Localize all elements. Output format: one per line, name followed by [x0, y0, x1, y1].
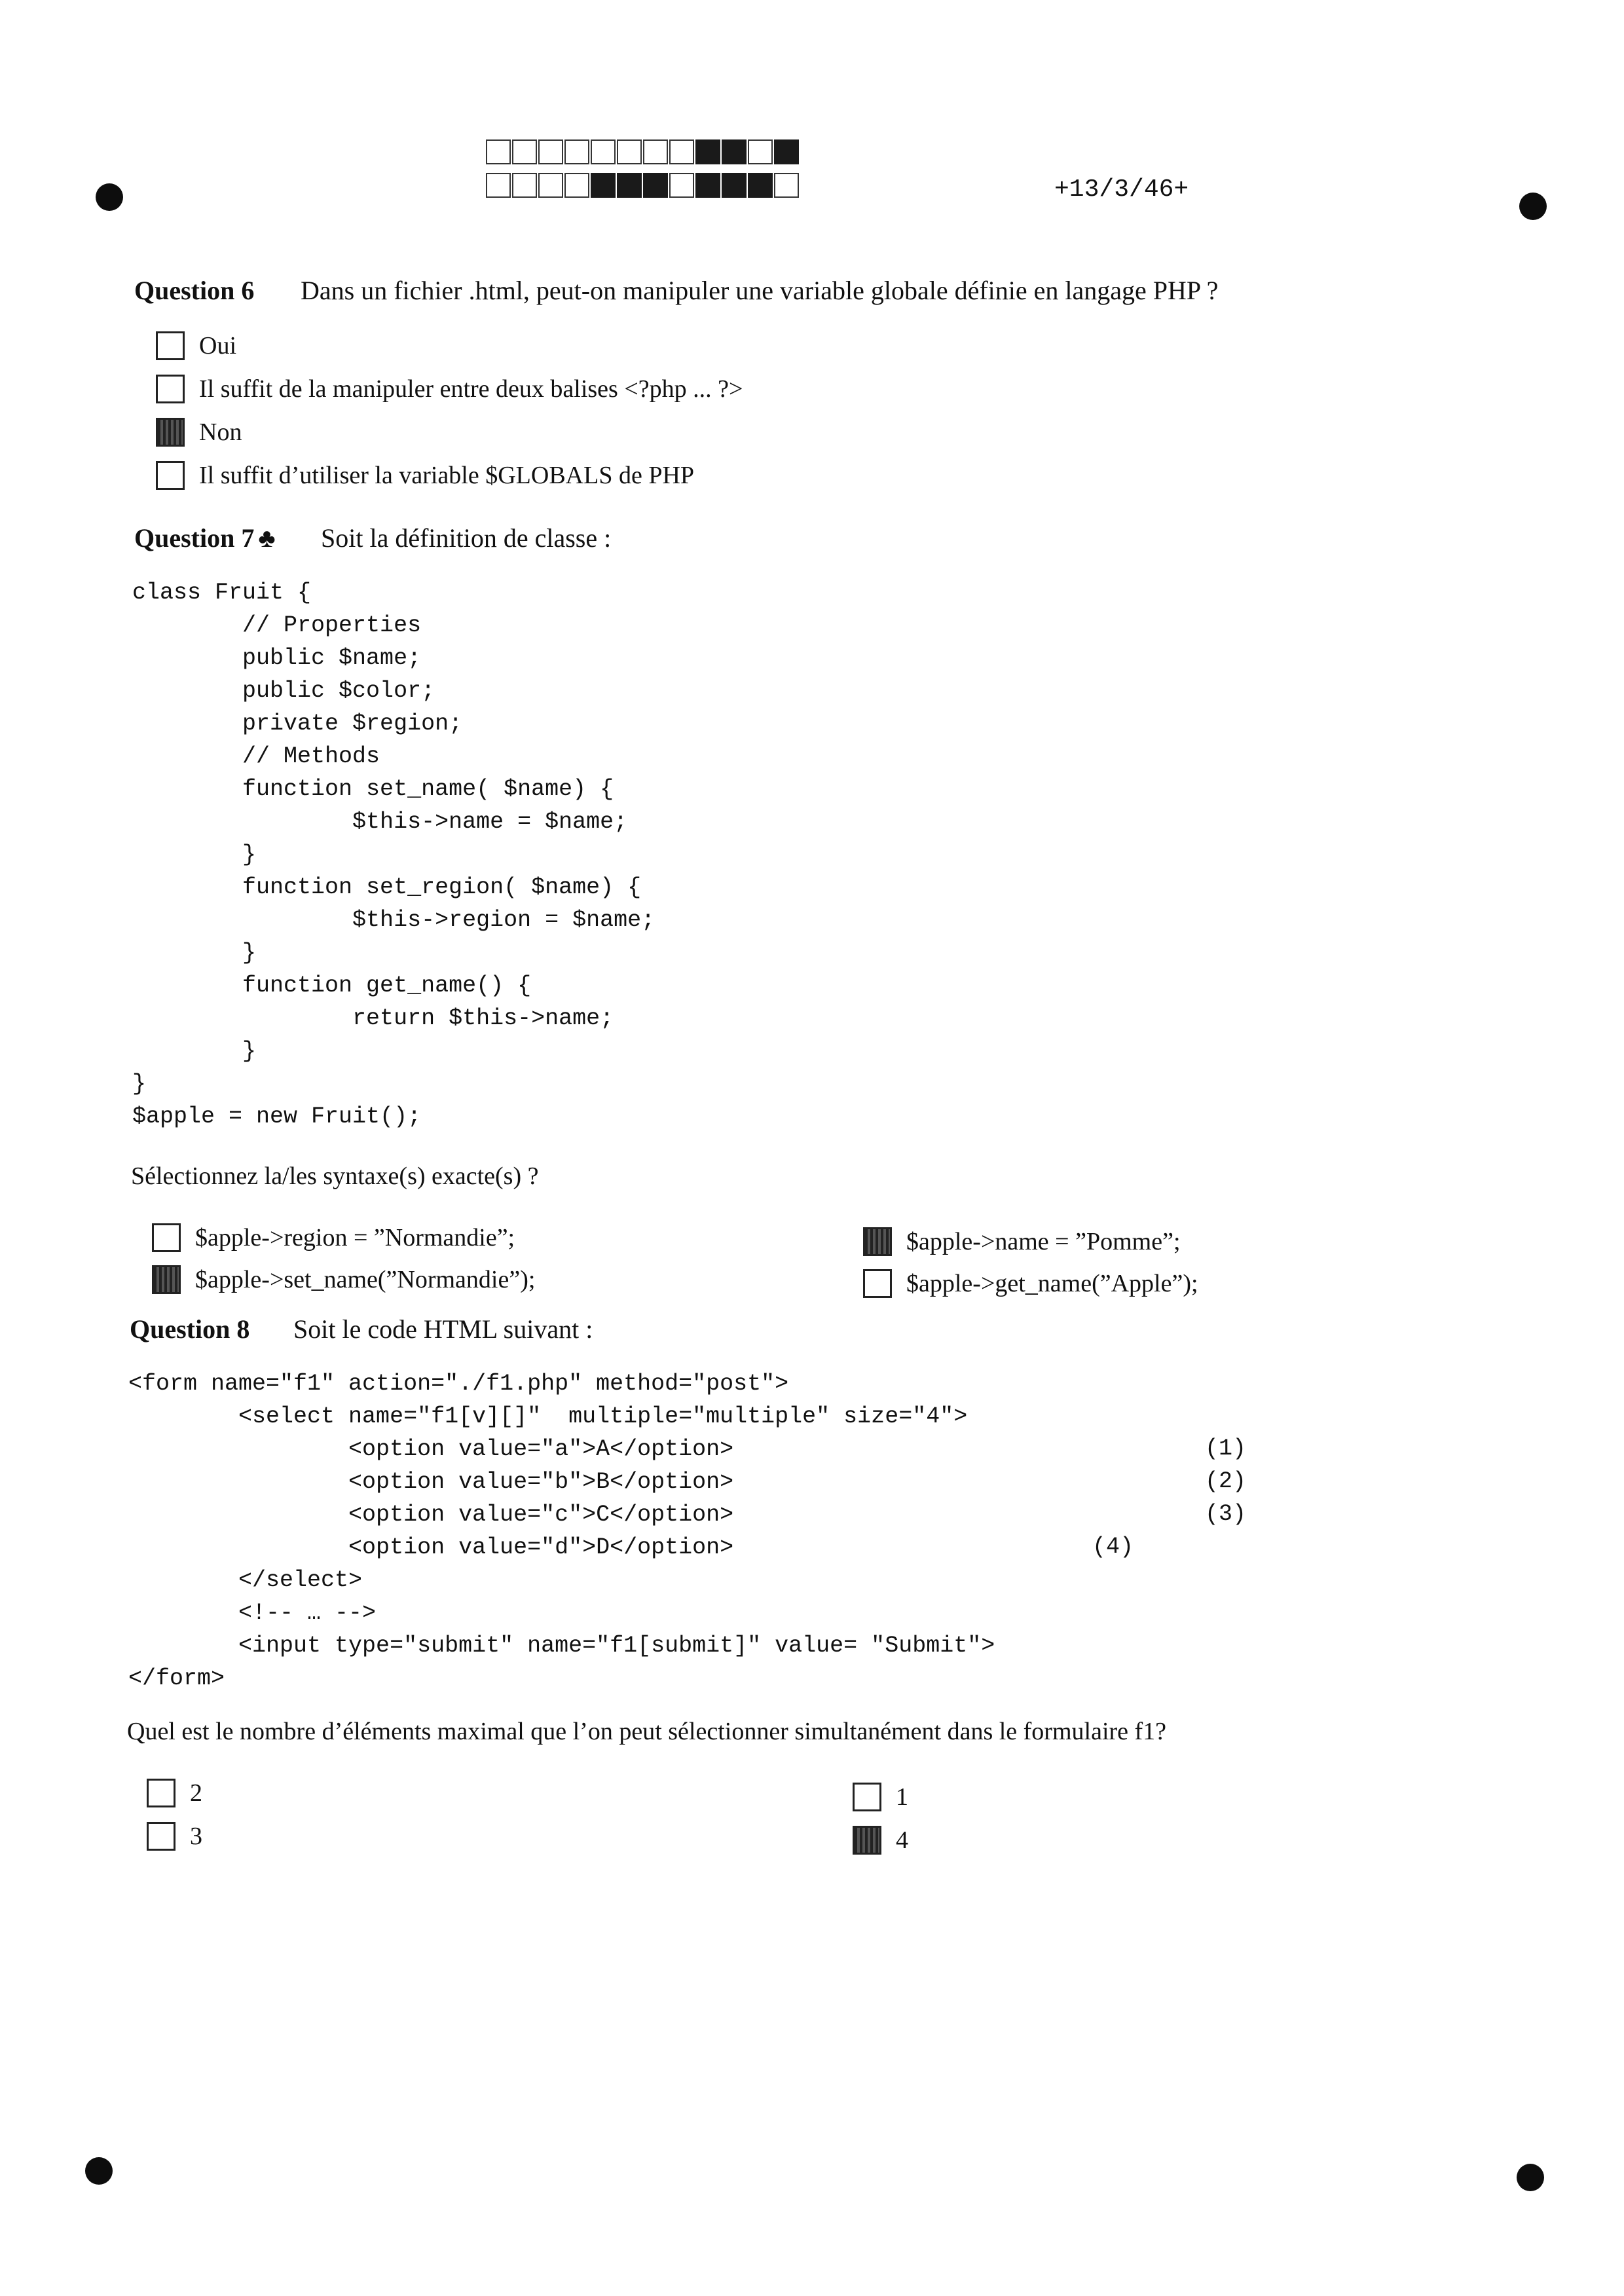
q8-option-1-label: 2 — [190, 1779, 202, 1807]
binary-cell — [643, 139, 668, 164]
q8-option-4[interactable] — [853, 1823, 908, 1857]
q8-option-3[interactable] — [853, 1780, 908, 1814]
q7-option-1[interactable] — [152, 1221, 515, 1255]
line-number-4: (4) — [1092, 1534, 1134, 1560]
q8-option-2-label: 3 — [190, 1823, 202, 1850]
binary-cell — [748, 173, 773, 198]
binary-cell — [774, 173, 799, 198]
binary-cell — [695, 139, 720, 164]
q7-option-2[interactable] — [152, 1263, 535, 1297]
q7-option-3-label: $apple->name = ”Pomme”; — [906, 1228, 1181, 1255]
q8-option-2-checkbox[interactable] — [147, 1822, 175, 1851]
question-8-prompt: Quel est le nombre d’éléments maximal que l’on peut sélectionner simultanément dans le formulaire f1? — [127, 1718, 1167, 1745]
q6-option-1[interactable] — [156, 329, 236, 363]
q8-option-4-label: 4 — [896, 1826, 908, 1854]
q8-option-4-checkbox[interactable] — [853, 1826, 881, 1855]
question-7-text: Soit la définition de classe : — [321, 523, 612, 553]
q7-option-2-checkbox[interactable] — [152, 1265, 181, 1294]
question-7-prompt: Sélectionnez la/les syntaxe(s) exacte(s) ? — [131, 1162, 539, 1190]
binary-cell — [722, 139, 747, 164]
binary-cell — [617, 173, 642, 198]
binary-cell — [538, 173, 563, 198]
binary-cell — [669, 173, 694, 198]
line-number-1: (1) — [1205, 1435, 1247, 1462]
question-6-text: Dans un fichier .html, peut-on manipuler une variable globale définie en langage PHP ? — [301, 276, 1219, 305]
page-id: +13/3/46+ — [1054, 176, 1189, 204]
binary-cell — [591, 139, 616, 164]
binary-cell — [486, 139, 511, 164]
binary-cell — [486, 173, 511, 198]
binary-cell — [512, 173, 537, 198]
binary-cell — [591, 173, 616, 198]
q6-option-4-checkbox[interactable] — [156, 461, 185, 490]
q7-option-3-checkbox[interactable] — [863, 1227, 892, 1256]
binary-cell — [748, 139, 773, 164]
registration-mark-bottom-left — [85, 2157, 113, 2185]
q6-option-3-label: Non — [199, 418, 242, 446]
q8-option-1[interactable] — [147, 1776, 202, 1810]
question-7-code: class Fruit { // Properties public $name; public $color; private $region; // Methods function set_name( $name) { $this->name = $name; } function set_region( $name) { $this->region = $name; } function get_name() { return $this->name; } } $apple = new Fruit(); — [132, 580, 655, 1130]
question-8-text: Soit le code HTML suivant : — [293, 1314, 593, 1344]
question-6-label: Question 6 — [134, 276, 255, 305]
q7-option-3[interactable] — [863, 1225, 1181, 1259]
q7-option-4-checkbox[interactable] — [863, 1269, 892, 1298]
line-number-3: (3) — [1205, 1501, 1247, 1527]
registration-mark-top-right — [1519, 193, 1547, 220]
line-number-2: (2) — [1205, 1468, 1247, 1494]
club-icon: ♣ — [258, 523, 276, 553]
q6-option-2-label: Il suffit de la manipuler entre deux balises <?php ... ?> — [199, 375, 743, 403]
binary-cell — [617, 139, 642, 164]
binary-cell — [538, 139, 563, 164]
question-8-header — [130, 1314, 593, 1344]
question-7-header — [134, 523, 612, 553]
q7-option-4[interactable] — [863, 1267, 1198, 1301]
binary-code-row-2 — [486, 173, 800, 198]
binary-cell — [774, 139, 799, 164]
registration-mark-bottom-right — [1517, 2164, 1544, 2191]
q7-option-1-checkbox[interactable] — [152, 1223, 181, 1252]
binary-cell — [564, 139, 589, 164]
q6-option-3-checkbox[interactable] — [156, 418, 185, 447]
binary-cell — [669, 139, 694, 164]
question-6-header — [134, 275, 1219, 306]
binary-cell — [564, 173, 589, 198]
q6-option-1-label: Oui — [199, 332, 236, 360]
question-7-label: Question 7 — [134, 523, 255, 553]
q6-option-4-label: Il suffit d’utiliser la variable $GLOBALS de PHP — [199, 462, 695, 489]
q6-option-2[interactable] — [156, 372, 743, 406]
q7-option-2-label: $apple->set_name(”Normandie”); — [195, 1266, 536, 1293]
q8-option-3-label: 1 — [896, 1783, 908, 1811]
q7-option-1-label: $apple->region = ”Normandie”; — [195, 1224, 515, 1251]
question-8-code: <form name="f1" action="./f1.php" method="post"> <select name="f1[v][]" multiple="multiple" size="4"> <option value="a">A</option> <option value="b">B</option> <option value="c">C</option> <option value="d">D</option> </select> <!-- … --> <input type="submit" name="f1[submit]" value= "Submit"> </form> — [128, 1371, 995, 1692]
q8-option-3-checkbox[interactable] — [853, 1783, 881, 1811]
q6-option-1-checkbox[interactable] — [156, 331, 185, 360]
binary-cell — [643, 173, 668, 198]
binary-cell — [722, 173, 747, 198]
q7-option-4-label: $apple->get_name(”Apple”); — [906, 1270, 1198, 1297]
question-8-label: Question 8 — [130, 1314, 250, 1344]
binary-cell — [695, 173, 720, 198]
q8-option-2[interactable] — [147, 1819, 202, 1853]
q6-option-3[interactable] — [156, 415, 242, 449]
q6-option-2-checkbox[interactable] — [156, 375, 185, 403]
q6-option-4[interactable] — [156, 458, 694, 492]
binary-code-row-1 — [486, 139, 800, 164]
binary-cell — [512, 139, 537, 164]
q8-option-1-checkbox[interactable] — [147, 1779, 175, 1807]
registration-mark-top-left — [96, 183, 123, 211]
